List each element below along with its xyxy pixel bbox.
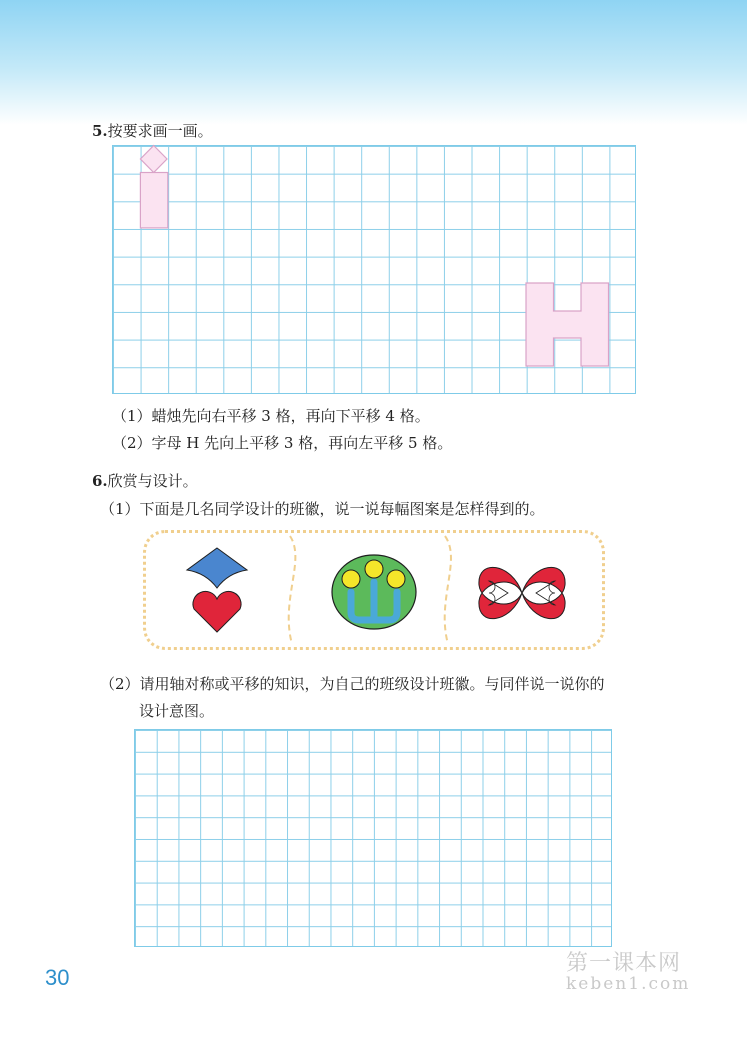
q6-sub1: （1）下面是几名同学设计的班徽，说一说每幅图案是怎样得到的。 [100,500,545,518]
watermark-url: keben1.com [566,974,691,994]
q5-heading [92,122,213,140]
header-band [0,0,747,125]
q5-number: 5. [92,122,108,140]
q6-sub2-line1: （2）请用轴对称或平移的知识，为自己的班级设计班徽。与同伴说一说你的 [100,675,605,693]
page-number: 30 [45,965,70,990]
q6-number: 6. [92,472,108,490]
watermark-title: 第一课本网 [566,951,682,976]
q5-sub2: （2）字母 H 先向上平移 3 格，再向左平移 5 格。 [112,434,453,452]
badge-frame [143,530,605,650]
q6-title: 欣赏与设计。 [107,472,198,490]
translation-grid [112,145,636,394]
q6-sub2-line2: 设计意图。 [139,702,215,720]
q5-sub1: （1）蜡烛先向右平移 3 格，再向下平移 4 格。 [112,407,430,425]
q6-heading [92,472,198,490]
q5-title: 按要求画一画。 [107,122,213,140]
design-grid[interactable] [134,729,612,947]
